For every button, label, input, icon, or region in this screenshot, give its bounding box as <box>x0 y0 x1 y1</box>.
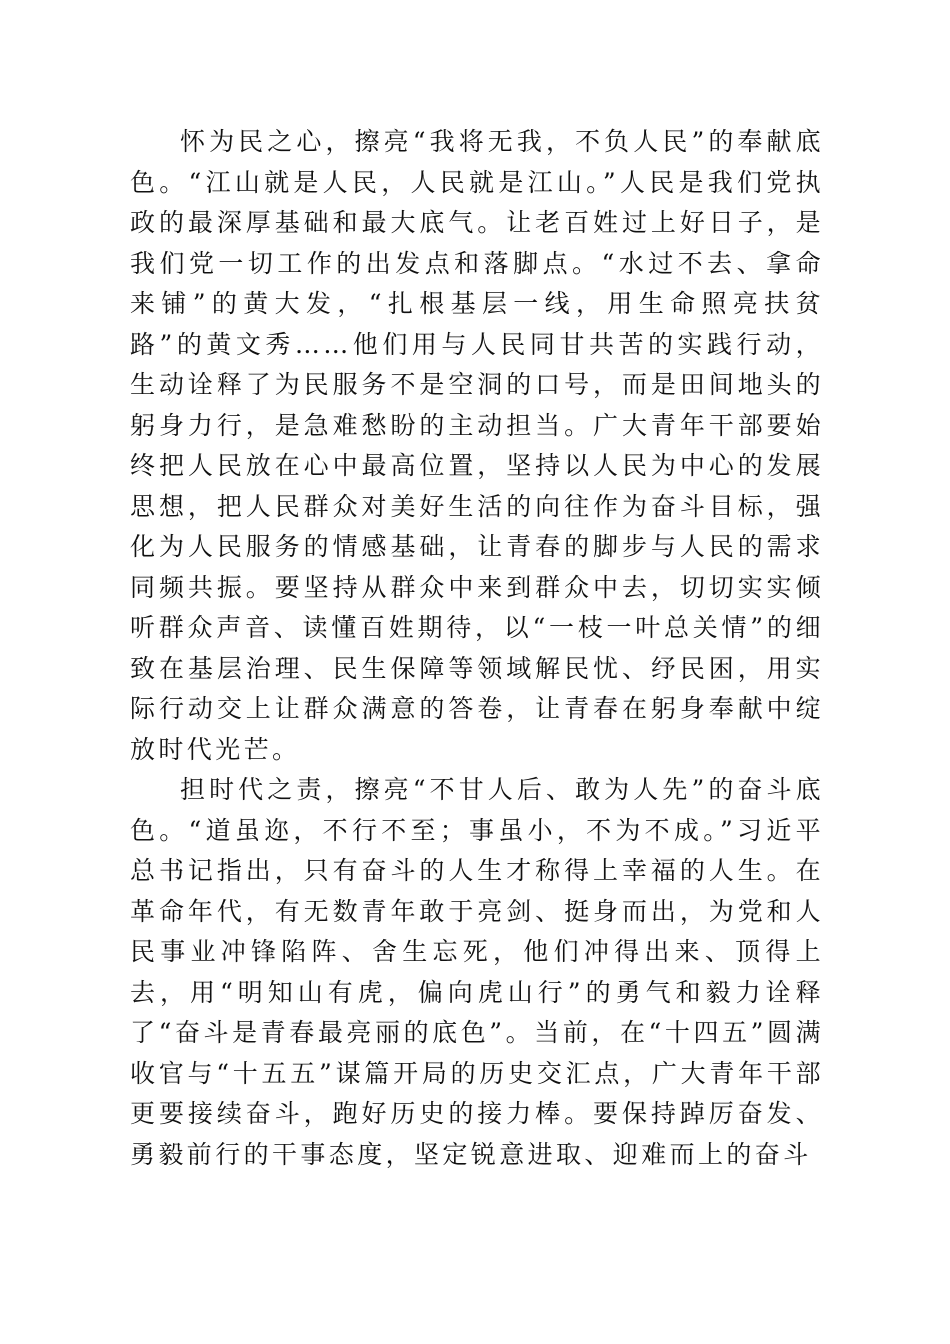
paragraph-shoulder-responsibility: 担时代之责，擦亮“不甘人后、敢为人先”的奋斗底色。“道虽迩，不行不至；事虽小，不为不成。”习近平总书记指出，只有奋斗的人生才称得上幸福的人生。在革命年代，有无数青年敢于亮剑、挺身而出，为党和人民事业冲锋陷阵、舍生忘死，他们冲得出来、顶得上去，用“明知山有虎，偏向虎山行”的勇气和毅力诠释了“奋斗是青春最亮丽的底色”。当前，在“十四五”圆满收官与“十五五”谋篇开局的历史交汇点，广大青年干部更要接续奋斗，跑好历史的接力棒。要保持踔厉奋发、勇毅前行的干事态度，坚定锐意进取、迎难而上的奋斗 <box>130 775 824 1169</box>
paragraph-serve-the-people: 怀为民之心，擦亮“我将无我，不负人民”的奉献底色。“江山就是人民，人民就是江山。”人民是我们党执政的最深厚基础和最大底气。让老百姓过上好日子，是我们党一切工作的出发点和落脚点。“水过不去、拿命来铺”的黄大发，“扎根基层一线，用生命照亮扶贫路”的黄文秀……他们用与人民同甘共苦的实践行动，生动诠释了为民服务不是空洞的口号，而是田间地头的躬身力行，是急难愁盼的主动担当。广大青年干部要始终把人民放在心中最高位置，坚持以人民为中心的发展思想，把人民群众对美好生活的向往作为奋斗目标，强化为人民服务的情感基础，让青春的脚步与人民的需求同频共振。要坚持从群众中来到群众中去，切切实实倾听群众声音、读懂百姓期待，以“一枝一叶总关情”的细致在基层治理、民生保障等领域解民忧、纾民困，用实际行动交上让群众满意的答卷，让青春在躬身奉献中绽放时代光芒。 <box>130 127 824 764</box>
document-body <box>130 122 824 1175</box>
